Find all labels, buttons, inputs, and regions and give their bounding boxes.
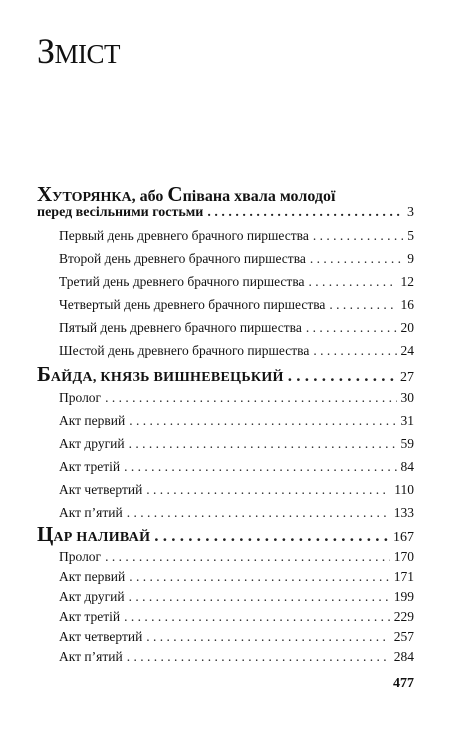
toc-subentry[interactable] bbox=[59, 649, 414, 665]
toc-subentry[interactable] bbox=[59, 297, 414, 313]
toc-subentry-label: Акт другий bbox=[59, 436, 125, 451]
dot-leader bbox=[207, 205, 403, 221]
toc-subentry[interactable] bbox=[59, 343, 414, 359]
toc-subentry-label: Акт четвертий bbox=[59, 482, 143, 497]
toc-subentry[interactable] bbox=[59, 390, 414, 406]
dot-leader bbox=[329, 297, 396, 313]
toc-entry-label bbox=[37, 362, 284, 387]
toc-subentry-page: 16 bbox=[400, 297, 414, 312]
toc-entry-page: 167 bbox=[393, 530, 414, 545]
toc-subentry[interactable] bbox=[59, 436, 414, 452]
toc-entry-page: 3 bbox=[407, 205, 414, 220]
title-initial: З bbox=[37, 31, 55, 71]
dot-leader bbox=[129, 569, 390, 585]
toc-subentry[interactable] bbox=[59, 251, 414, 267]
toc-subentry[interactable] bbox=[59, 609, 414, 625]
dot-leader bbox=[105, 549, 390, 565]
toc-subentry-page: 284 bbox=[393, 649, 414, 664]
dot-leader bbox=[306, 320, 397, 336]
toc-subentry-label: Акт п’ятий bbox=[59, 649, 123, 664]
page-title bbox=[37, 26, 120, 79]
toc-subentry[interactable] bbox=[59, 589, 414, 605]
toc-subentry-page: 59 bbox=[400, 436, 414, 451]
toc-subentry-label: Пятый день древнего брачного пиршества bbox=[59, 320, 302, 335]
dot-leader bbox=[129, 436, 397, 452]
toc-subentry[interactable] bbox=[59, 274, 414, 290]
toc-entry-page: 27 bbox=[400, 370, 414, 385]
toc-subentry-label: Акт другий bbox=[59, 589, 125, 604]
toc-subentry-label: Четвертый день древнего брачного пиршества bbox=[59, 297, 326, 312]
dot-leader bbox=[146, 482, 390, 498]
toc-subentry[interactable] bbox=[59, 569, 414, 585]
toc-subentry[interactable] bbox=[59, 629, 414, 645]
toc-subentry-label: Пролог bbox=[59, 390, 102, 405]
dot-leader bbox=[309, 274, 397, 290]
dot-leader bbox=[124, 459, 396, 475]
toc-entry-khutorianka[interactable] bbox=[37, 205, 414, 221]
toc-subentry-label: Пролог bbox=[59, 549, 102, 564]
toc-subentry-page: 133 bbox=[393, 505, 414, 520]
dot-leader bbox=[124, 609, 390, 625]
dot-leader bbox=[129, 589, 390, 605]
toc-subentry-page: 20 bbox=[400, 320, 414, 335]
toc-subentry[interactable] bbox=[59, 413, 414, 429]
dot-leader bbox=[127, 649, 390, 665]
title-initial: С bbox=[167, 182, 183, 206]
dot-leader bbox=[127, 505, 390, 521]
title-initial: Ц bbox=[37, 522, 54, 546]
toc-subentry-page: 229 bbox=[393, 609, 414, 624]
dot-leader bbox=[288, 366, 396, 386]
title-initial: Б bbox=[37, 362, 51, 386]
toc-subentry-page: 110 bbox=[394, 482, 414, 497]
title-text: півана хвала молодої bbox=[182, 188, 336, 205]
toc-entry-baida[interactable] bbox=[37, 362, 414, 387]
toc-subentry-page: 170 bbox=[393, 549, 414, 564]
toc-subentry-label: Второй день древнего брачного пиршества bbox=[59, 251, 306, 266]
title-smallcaps: АЙДА, КНЯЗЬ ВИШНЕВЕЦЬКИЙ bbox=[50, 370, 284, 385]
title-text: , або bbox=[131, 188, 168, 205]
dot-leader bbox=[310, 251, 403, 267]
dot-leader bbox=[146, 629, 389, 645]
toc-subentry-page: 24 bbox=[400, 343, 414, 358]
title-smallcaps: АР НАЛИВАЙ bbox=[53, 530, 151, 545]
toc-entry-label: перед весільними гостьми bbox=[37, 205, 204, 220]
toc-subentry-page: 30 bbox=[400, 390, 414, 405]
dot-leader bbox=[154, 526, 389, 546]
toc-subentry[interactable] bbox=[59, 320, 414, 336]
toc-subentry-label: Акт первий bbox=[59, 569, 126, 584]
section-title-khutorianka[interactable] bbox=[37, 182, 335, 207]
toc-subentry-label: Акт первий bbox=[59, 413, 126, 428]
toc-subentry-label: Акт п’ятий bbox=[59, 505, 123, 520]
dot-leader bbox=[313, 343, 396, 359]
toc-subentry[interactable] bbox=[59, 505, 414, 521]
toc-entry-tsar-nalyvai[interactable] bbox=[37, 522, 414, 547]
toc-subentry[interactable] bbox=[59, 482, 414, 498]
toc-subentry-page: 171 bbox=[393, 569, 414, 584]
toc-subentry-label: Акт четвертий bbox=[59, 629, 143, 644]
toc-subentry-label: Акт третій bbox=[59, 459, 121, 474]
toc-subentry-page: 9 bbox=[407, 251, 414, 266]
toc-subentry[interactable] bbox=[59, 459, 414, 475]
title-rest: МІСТ bbox=[54, 39, 121, 69]
toc-entry-label bbox=[37, 522, 150, 547]
toc-subentry-page: 12 bbox=[400, 274, 414, 289]
title-initial: Х bbox=[37, 182, 53, 206]
toc-subentry[interactable] bbox=[59, 228, 414, 244]
toc-subentry[interactable] bbox=[59, 549, 414, 565]
toc-subentry-label: Третий день древнего брачного пиршества bbox=[59, 274, 305, 289]
toc-subentry-page: 199 bbox=[393, 589, 414, 604]
toc-subentry-page: 84 bbox=[400, 459, 414, 474]
toc-subentry-label: Шестой день древнего брачного пиршества bbox=[59, 343, 310, 358]
toc-subentry-label: Акт третій bbox=[59, 609, 121, 624]
toc-subentry-page: 31 bbox=[400, 413, 414, 428]
dot-leader bbox=[129, 413, 396, 429]
title-smallcaps: УТОРЯНКА bbox=[52, 190, 132, 205]
toc-subentry-page: 257 bbox=[393, 629, 414, 644]
page-number: 477 bbox=[393, 676, 414, 691]
dot-leader bbox=[313, 228, 403, 244]
toc-subentry-label: Первый день древнего брачного пиршества bbox=[59, 228, 309, 243]
toc-subentry-page: 5 bbox=[407, 228, 414, 243]
dot-leader bbox=[105, 390, 396, 406]
